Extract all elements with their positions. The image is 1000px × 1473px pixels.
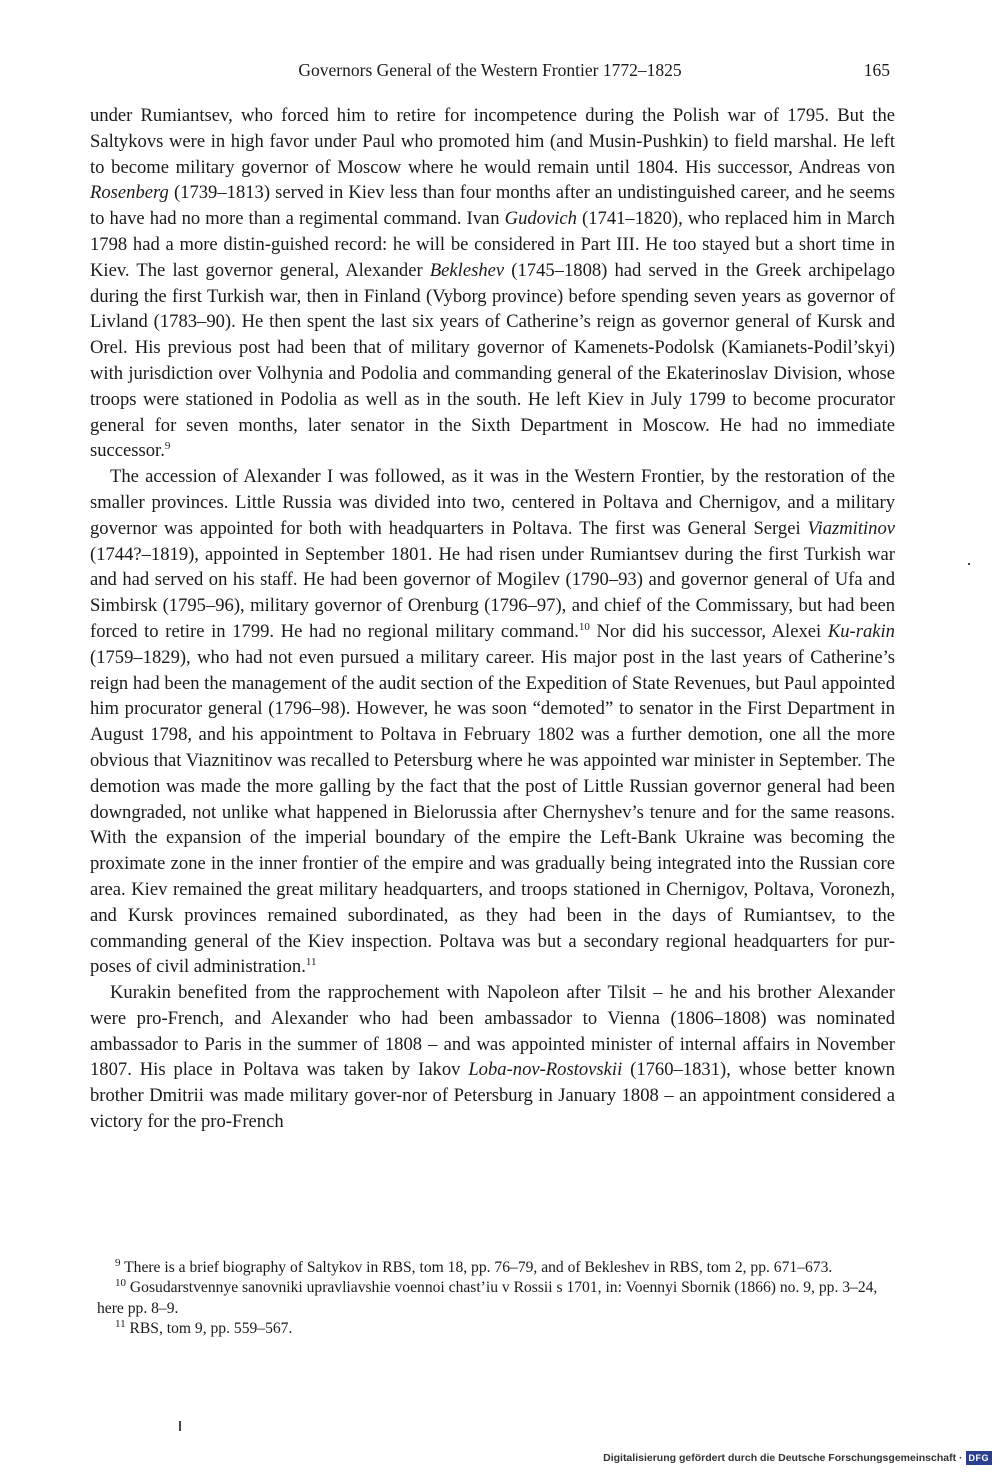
scan-mark	[179, 1421, 181, 1431]
running-head	[90, 60, 890, 86]
footnote-10	[97, 1278, 895, 1319]
name-kurakin: Ku-rakin	[827, 620, 895, 642]
text-run: (1741–1820), who replaced him in March 1798 had a more distin-guished record: he will be considered in Part III. He too stayed but a short time in Kiev. The last governor general, Alexander	[90, 208, 895, 281]
body-text	[90, 103, 895, 1135]
dfg-logo: DFG	[966, 1451, 993, 1465]
name-gudovich: Gudovich	[504, 208, 577, 230]
name-viazmitinov: Viazmitinov	[807, 517, 895, 539]
funding-note: Digitalisierung gefördert durch die Deutsche Forschungsgemeinschaft ·	[603, 1452, 963, 1464]
footnote-ref-10: 10	[578, 620, 590, 633]
footnotes	[97, 1258, 895, 1340]
text-run: (1744?–1819), appointed in September 1801. He had risen under Rumiantsev during the first Turkish war and had served on his staff. He had been governor of Mogilev (1790–93) and governor general of Ufa and Simbirsk (1795–96), military governor of Orenburg (1796–97), and chief of the Commissary, but had been forced to retire in 1799. He had no regional military command.	[90, 543, 895, 642]
text-run: (1739–1813) served in Kiev less than four months after an undistinguished career, and he seems to have had no more than a regimental command. Ivan	[90, 182, 895, 230]
footnote-11	[97, 1319, 895, 1339]
text-run: Nor did his successor, Alexei	[589, 620, 828, 642]
paragraph-1	[90, 103, 895, 464]
footnote-marker: 9	[115, 1256, 121, 1269]
footnote-9	[97, 1258, 895, 1278]
paragraph-2	[90, 464, 895, 980]
scan-speck	[968, 563, 970, 565]
footnote-marker: 10	[115, 1277, 126, 1290]
text-run: The accession of Alexander I was followed, as it was in the Western Frontier, by the restoration of the smaller provinces. Little Russia was divided into two, centered in Poltava and Chernigov, and a military governor was appointed for both with headquarters in Poltava. The first was General Sergei	[90, 466, 895, 539]
footnote-text: Gosudarstvennye sanovniki upravliavshie voennoi chast’iu v Rossii s 1701, in: Voennyi Sbornik (1866) no. 9, pp. 3–24, here pp. 8–9.	[97, 1279, 878, 1317]
page-number: 165	[863, 60, 890, 80]
text-run: under Rumiantsev, who forced him to retire for incompetence during the Polish war of 1795. But the Saltykovs were in high favor under Paul who promoted him (and Musin-Pushkin) to field marshal. He left to become military governor of Moscow where he would remain until 1804. His successor, Andreas von	[90, 105, 895, 178]
text-run: (1759–1829), who had not even pursued a military career. His major post in the last years of Catherine’s reign had been the management of the audit section of the Expedition of State Revenues, but Paul appointed him procurator general (1796–98). However, he was soon “demoted” to senator in the First Department in August 1798, and his appointment to Poltava in February 1802 was a further demotion, one all the more obvious that Viaznitinov was recalled to Petersburg where he was appointed war minister in September. The demotion was made the more galling by the fact that the post of Little Russian governor general had been downgraded, not unlike what happened in Bielorussia after Chernyshev’s tenure and for the same reasons. With the expansion of the imperial boundary of the empire the Left-Bank Ukraine was becoming the proximate zone in the inner frontier of the empire and was gradually being integrated into the Russian core area. Kiev remained the great military headquarters, and troops stationed in Chernigov, Poltava, Voronezh, and Kursk provinces remained subordinated, as they had been in the days of Rumiantsev, to the commanding general of the Kiev inspection. Poltava was but a secondary regional headquarters for pur-poses of civil administration.	[90, 646, 895, 978]
footnote-text: There is a brief biography of Saltykov in RBS, tom 18, pp. 76–79, and of Bekleshev in RBS, tom 2, pp. 671–673.	[120, 1259, 833, 1276]
text-run: (1745–1808) had served in the Greek archipelago during the first Turkish war, then in Finland (Vyborg province) before spending seven years as governor of Livland (1783–90). He then spent the last six years of Catherine’s reign as governor general of Kursk and Orel. His previous post had been that of military governor of Kamenets-Podolsk (Kamianets-Podil’skyi) with jurisdiction over Volhynia and Podolia and commanding general of the Ekaterinoslav Division, whose troops were stationed in Podolia as well as in the south. He left Kiev in July 1799 to become procurator general for seven months, later senator in the Sixth Department in Moscow. He had no immediate successor.	[90, 259, 895, 462]
funding-footer	[603, 1451, 992, 1465]
footnote-ref-9: 9	[164, 440, 171, 453]
text-run: Kurakin benefited from the rapprochement with Napoleon after Tilsit – he and his brother Alexander were pro-French, and Alexander who had been ambassador to Vienna (1806–1808) was nominated ambassador to Paris in the summer of 1808 – and was appointed minister of internal affairs in November 1807. His place in Poltava was taken by Iakov	[90, 982, 895, 1081]
name-rosenberg: Rosenberg	[90, 182, 169, 204]
name-lobanov-rostovskii: Loba-nov-Rostovskii	[468, 1059, 623, 1081]
footnote-marker: 11	[115, 1318, 126, 1331]
footnote-ref-11: 11	[305, 956, 317, 969]
name-bekleshev: Bekleshev	[429, 259, 505, 281]
text-run: (1760–1831), whose better known brother Dmitrii was made military gover-nor of Petersburg in January 1808 – an appointment considered a victory for the pro-French	[90, 1059, 895, 1133]
paragraph-3	[90, 980, 895, 1135]
footnote-text: RBS, tom 9, pp. 559–567.	[125, 1320, 293, 1338]
running-title: Governors General of the Western Frontier 1772–1825	[298, 60, 682, 80]
